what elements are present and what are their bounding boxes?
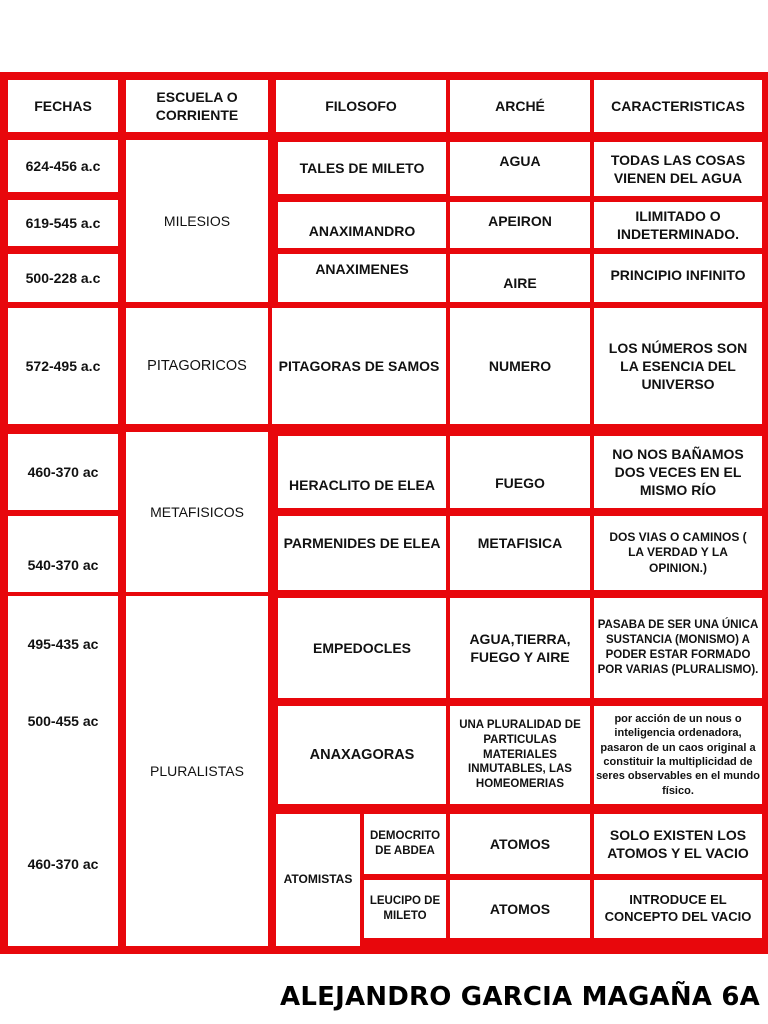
school-metafisicos: METAFISICOS: [126, 432, 268, 592]
philosopher-tales: TALES DE MILETO: [278, 142, 446, 194]
date-anaximandro: 619-545 a.c: [8, 200, 118, 246]
philosopher-democrito: DEMOCRITO DE ABDEA: [364, 814, 446, 874]
header-arche: ARCHÉ: [450, 80, 590, 132]
header-filosofo: FILOSOFO: [276, 80, 446, 132]
author-name: ALEJANDRO GARCIA MAGAÑA 6A: [280, 982, 760, 1012]
date-empedocles: 495-435 ac: [8, 596, 118, 692]
characteristic-empedocles: PASABA DE SER UNA ÚNICA SUSTANCIA (MONISMO) A PODER ESTAR FORMADO POR VARIAS (PLURALISMO).: [594, 598, 762, 698]
characteristic-anaxagoras: por acción de un nous o inteligencia ordenadora, pasaron de un caos original a constituir la multiplicidad de seres observables en el mundo físico.: [594, 706, 762, 804]
arche-atomos-democrito: ATOMOS: [450, 814, 590, 874]
school-atomistas: ATOMISTAS: [276, 814, 360, 946]
arche-fuego: FUEGO: [450, 436, 590, 508]
characteristic-parmenides: DOS VIAS O CAMINOS ( LA VERDAD Y LA OPINION.): [594, 516, 762, 590]
date-anaxagoras: 500-455 ac: [8, 692, 118, 782]
date-anaximenes: 500-228 a.c: [8, 254, 118, 302]
arche-numero: NUMERO: [450, 308, 590, 424]
philosopher-empedocles: EMPEDOCLES: [278, 598, 446, 698]
date-atomistas: 460-370 ac: [8, 782, 118, 946]
date-pitagoras: 572-495 a.c: [8, 308, 118, 424]
arche-elementos: AGUA,TIERRA, FUEGO Y AIRE: [450, 598, 590, 698]
arche-pluralidad: UNA PLURALIDAD DE PARTICULAS MATERIALES INMUTABLES, LAS HOMEOMERIAS: [450, 706, 590, 804]
date-tales: 624-456 a.c: [8, 140, 118, 192]
arche-atomos-leucipo: ATOMOS: [450, 880, 590, 938]
philosopher-leucipo: LEUCIPO DE MILETO: [364, 880, 446, 938]
characteristic-democrito: SOLO EXISTEN LOS ATOMOS Y EL VACIO: [594, 814, 762, 874]
school-milesios: MILESIOS: [126, 140, 268, 302]
characteristic-heraclito: NO NOS BAÑAMOS DOS VECES EN EL MISMO RÍO: [594, 436, 762, 508]
characteristic-leucipo: INTRODUCE EL CONCEPTO DEL VACIO: [594, 880, 762, 938]
arche-metafisica: METAFISICA: [450, 516, 590, 590]
date-heraclito: 460-370 ac: [8, 434, 118, 510]
philosopher-anaximandro: ANAXIMANDRO: [278, 202, 446, 248]
header-caracteristicas: CARACTERISTICAS: [594, 80, 762, 132]
header-escuela: ESCUELA O CORRIENTE: [126, 80, 268, 132]
date-parmenides: 540-370 ac: [8, 516, 118, 592]
philosopher-pitagoras: PITAGORAS DE SAMOS: [272, 308, 446, 424]
arche-agua: AGUA: [450, 142, 590, 196]
philosopher-anaxagoras: ANAXAGORAS: [278, 706, 446, 804]
characteristic-anaximenes: PRINCIPIO INFINITO: [594, 254, 762, 302]
philosopher-heraclito: HERACLITO DE ELEA: [278, 436, 446, 508]
school-pluralistas: PLURALISTAS: [126, 596, 268, 946]
arche-aire: AIRE: [450, 254, 590, 302]
philosopher-parmenides: PARMENIDES DE ELEA: [278, 516, 446, 590]
characteristic-pitagoras: LOS NÚMEROS SON LA ESENCIA DEL UNIVERSO: [594, 308, 762, 424]
school-pitagoricos: PITAGORICOS: [126, 308, 268, 424]
characteristic-tales: TODAS LAS COSAS VIENEN DEL AGUA: [594, 142, 762, 196]
arche-apeiron: APEIRON: [450, 202, 590, 248]
philosopher-anaximenes: ANAXIMENES: [278, 254, 446, 302]
characteristic-anaximandro: ILIMITADO O INDETERMINADO.: [594, 202, 762, 248]
header-fechas: FECHAS: [8, 80, 118, 132]
